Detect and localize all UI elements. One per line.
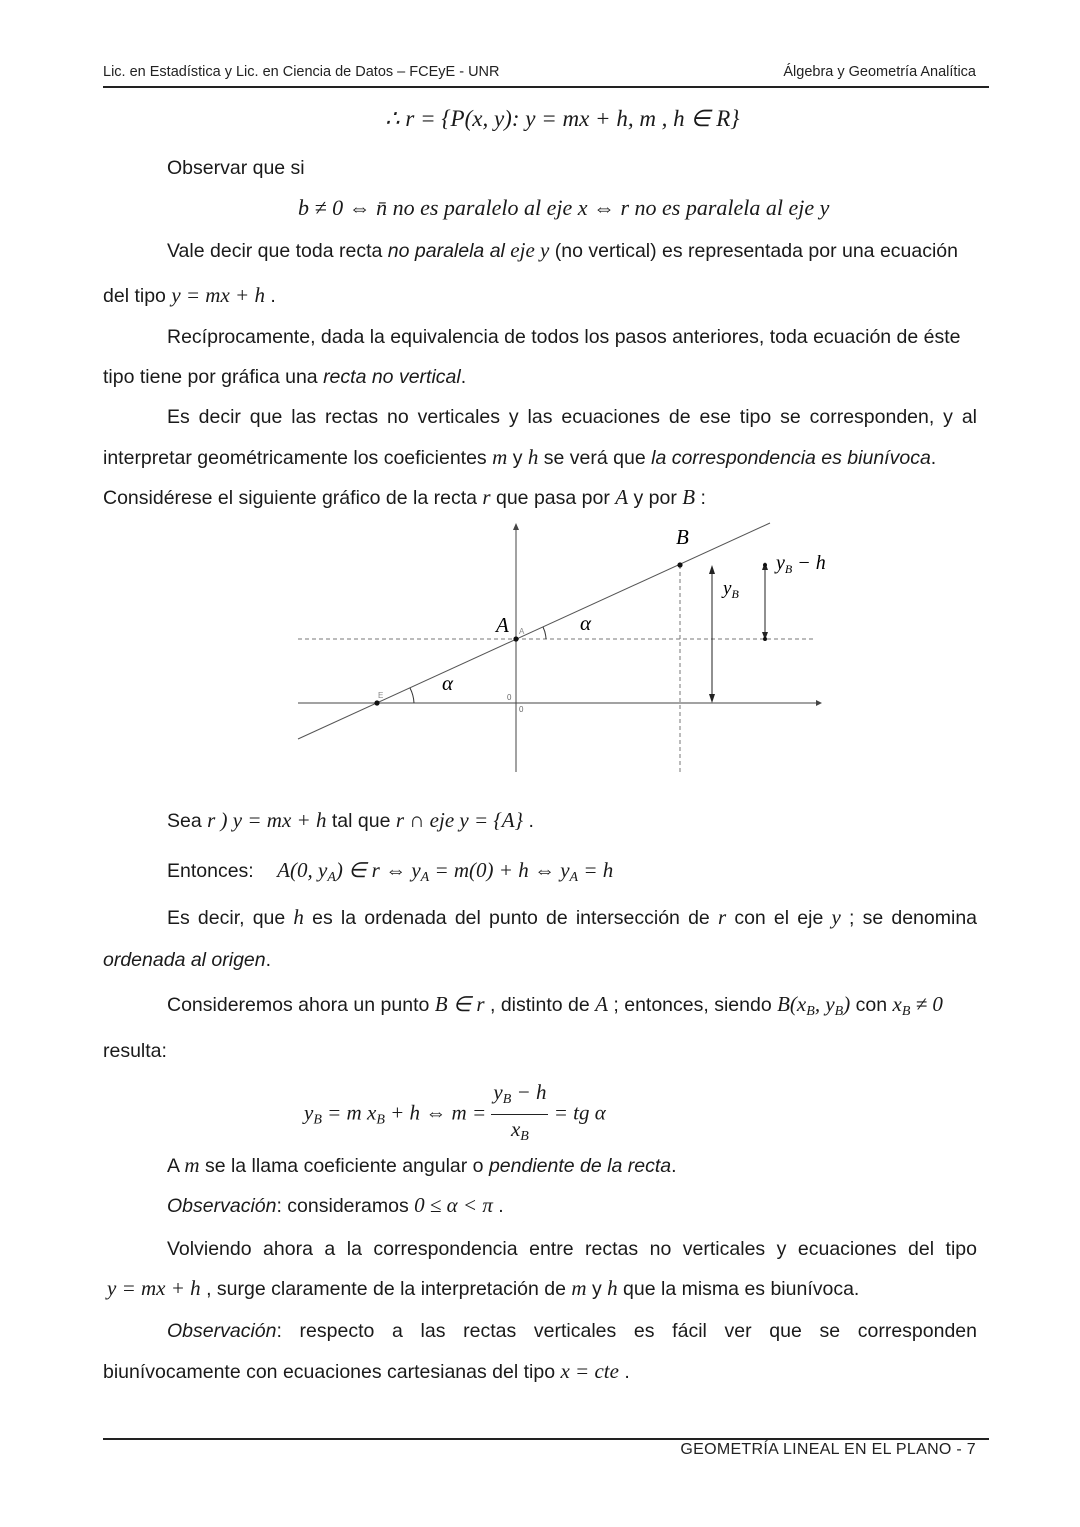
- label-E-small: E: [378, 691, 384, 700]
- math-sub: B: [502, 1092, 512, 1107]
- footer-page-label: GEOMETRÍA LINEAL EN EL PLANO - 7: [680, 1441, 976, 1458]
- label-alpha-upper: α: [580, 611, 592, 635]
- text: que pasa por: [490, 487, 616, 509]
- text: .: [671, 1155, 677, 1177]
- label-yBh-sub: B: [784, 562, 793, 576]
- text: con: [850, 994, 893, 1016]
- math: h: [527, 445, 539, 469]
- label-yB-main: y: [723, 578, 732, 599]
- math: m: [571, 1276, 587, 1300]
- math: m: [184, 1153, 200, 1177]
- paragraph-observacion2-line2: [103, 1358, 630, 1385]
- math: 0 ≤ α < π: [414, 1193, 493, 1217]
- math: , y: [814, 992, 835, 1016]
- label-yBh-tail: − h: [792, 552, 826, 574]
- paragraph-observar: Observar que si: [167, 157, 305, 179]
- italic-text: ordenada al origen: [103, 949, 266, 971]
- text: Es decir, que: [167, 907, 294, 929]
- math: h: [293, 905, 304, 929]
- math: y = mx + h: [171, 283, 265, 307]
- line-r: [298, 523, 770, 739]
- math: r ∩ eje y = {A}: [395, 808, 524, 832]
- text: del tipo: [103, 285, 172, 307]
- paragraph-esdecir-line1: Es decir que las rectas no verticales y las ecuaciones de ese tipo se corresponden, y al: [167, 406, 977, 428]
- math: x: [510, 1117, 521, 1141]
- label-yBh-main: y: [776, 552, 785, 574]
- text: .: [930, 447, 937, 469]
- label-origin-0a: 0: [507, 693, 512, 702]
- math: r: [717, 905, 727, 929]
- text: Considérese el siguiente gráfico de la recta: [103, 487, 483, 509]
- text: , surge claramente de la interpretación de: [200, 1278, 572, 1300]
- math: h: [607, 1276, 618, 1300]
- text: ; entonces, siendo: [607, 994, 778, 1016]
- math: ) ∈ r ⇔ y: [335, 858, 421, 882]
- text: .: [492, 1195, 504, 1217]
- label-B: B: [676, 525, 689, 549]
- math: r: [482, 485, 491, 509]
- text: Sea: [167, 810, 208, 832]
- math: y: [831, 905, 841, 929]
- paragraph-consideremos-line2: resulta:: [103, 1040, 167, 1062]
- text: interpretar geométricamente los coeficientes: [103, 447, 493, 469]
- math-sub: A: [327, 870, 336, 885]
- math: A: [615, 485, 629, 509]
- text: .: [264, 285, 276, 307]
- math: A: [595, 992, 608, 1016]
- label-yB: [721, 578, 739, 601]
- math: A(0, y: [277, 858, 328, 882]
- paragraph-volviendo-line1: Volviendo ahora a la correspondencia entre rectas no verticales y ecuaciones del tipo: [167, 1238, 977, 1260]
- header-left: Lic. en Estadística y Lic. en Ciencia de Datos – FCEyE - UNR: [103, 64, 500, 80]
- fraction-denominator: [491, 1115, 548, 1149]
- text: se la llama coeficiente angular o: [199, 1155, 489, 1177]
- text: Entonces:: [167, 860, 254, 882]
- paragraph-esdecir2-line2: [103, 947, 271, 973]
- text: :: [695, 487, 706, 509]
- math-sub: B: [520, 1129, 529, 1144]
- paragraph-esdecir2-line1: [167, 904, 977, 931]
- italic-text: Observación: [167, 1320, 277, 1342]
- angle-arc-upper: [543, 627, 546, 639]
- math: y: [304, 1100, 314, 1125]
- math: ≠ 0: [910, 992, 943, 1016]
- yB-arrow-bottom: [709, 694, 715, 703]
- math: − h: [511, 1080, 547, 1104]
- italic-text: la correspondencia es biunívoca: [651, 447, 931, 469]
- label-A-small: A: [519, 627, 525, 636]
- yB-arrow-top: [709, 565, 715, 574]
- text: Vale decir que toda recta: [167, 240, 388, 262]
- y-axis-arrow: [513, 523, 519, 530]
- text: (no vertical) es representada por una ecuación: [549, 240, 958, 262]
- text: .: [460, 366, 467, 388]
- text: tal que: [326, 810, 396, 832]
- text: tipo tiene por gráfica una: [103, 366, 324, 388]
- math: + h ⇔ m =: [384, 1100, 492, 1125]
- math-sub: B: [901, 1004, 911, 1019]
- text: : consideramos: [276, 1195, 415, 1217]
- italic-text: no paralela al: [387, 240, 505, 262]
- text: y por: [628, 487, 683, 509]
- text: .: [523, 810, 534, 832]
- paragraph-entonces: [167, 857, 613, 891]
- paragraph-volviendo-line2: [107, 1275, 859, 1302]
- text: .: [618, 1361, 630, 1383]
- label-yB-minus-h: [774, 552, 826, 576]
- text: , distinto de: [484, 994, 596, 1016]
- yBh-endpoint-bottom: [763, 637, 767, 641]
- math: = m x: [321, 1100, 377, 1125]
- text: A: [167, 1155, 185, 1177]
- math: B ∈ r: [434, 992, 485, 1016]
- text: ; se denomina: [849, 907, 978, 929]
- point-A: [513, 636, 518, 641]
- text: se verá que: [538, 447, 652, 469]
- math: B: [682, 485, 696, 509]
- slope-fraction: [491, 1080, 548, 1149]
- math-sub: B: [376, 1112, 385, 1128]
- yBh-endpoint-top: [763, 563, 767, 567]
- math: B(x: [777, 992, 807, 1016]
- label-A: A: [496, 613, 509, 637]
- text: biunívocamente con ecuaciones cartesianas del tipo: [103, 1361, 561, 1383]
- math-sub: B: [806, 1004, 815, 1019]
- footer-rule: [103, 1438, 989, 1440]
- math: = tg α: [553, 1100, 606, 1125]
- text: Consideremos ahora un punto: [167, 994, 435, 1016]
- text: y: [507, 447, 528, 469]
- text: : respecto a las rectas verticales es fácil ver que se corresponden: [276, 1320, 977, 1342]
- math-sub: B: [313, 1112, 322, 1128]
- text: con el eje: [734, 907, 832, 929]
- math: = m(0) + h ⇔ y: [429, 858, 570, 882]
- x-axis-arrow: [816, 700, 822, 706]
- point-E: [374, 700, 379, 705]
- math: x: [892, 992, 902, 1016]
- math: x = cte: [560, 1359, 619, 1383]
- math-sub: A: [569, 870, 579, 885]
- math: y: [493, 1080, 503, 1104]
- paragraph-observacion2-line1: [167, 1318, 977, 1344]
- math-sub: B: [834, 1004, 844, 1019]
- math: r ) y = mx + h: [207, 808, 327, 832]
- math-sub: A: [420, 870, 430, 885]
- text: es la ordenada del punto de intersección de: [312, 907, 718, 929]
- paragraph-observacion1: [167, 1192, 504, 1219]
- text: y: [586, 1278, 608, 1300]
- fraction-numerator: [491, 1080, 548, 1115]
- italic-text: pendiente de la recta: [488, 1155, 672, 1177]
- paragraph-consideremos-line1: [167, 991, 943, 1025]
- paragraph-reciproco-line1: Recíprocamente, dada la equivalencia de todos los pasos anteriores, toda ecuación de éste: [167, 326, 961, 348]
- equation-equivalence: b ≠ 0 ⇔ n̄ no es paralelo al eje x ⇔ r no es paralela al eje y: [298, 195, 830, 220]
- point-B: [677, 562, 682, 567]
- italic-text: recta no vertical: [323, 366, 461, 388]
- label-origin-0b: 0: [519, 705, 524, 714]
- paragraph-am: [167, 1152, 677, 1179]
- equation-slope: [304, 1080, 606, 1149]
- italic-text: Observación: [167, 1195, 277, 1217]
- text: .: [265, 949, 272, 971]
- header-right: Álgebra y Geometría Analítica: [783, 64, 976, 80]
- angle-arc-lower: [410, 688, 414, 703]
- label-yB-sub: B: [731, 587, 739, 601]
- math: ): [843, 992, 851, 1016]
- math: eje y: [510, 238, 550, 262]
- text: que la misma es biunívoca.: [617, 1278, 860, 1300]
- paragraph-sea: [167, 807, 534, 834]
- math: m: [492, 445, 508, 469]
- math: = h: [578, 858, 614, 882]
- label-alpha-lower: α: [442, 671, 454, 695]
- math: y = mx + h: [107, 1276, 201, 1300]
- equation-line-set: ∴ r = {P(x, y): y = mx + h, m , h ∈ R}: [385, 106, 740, 131]
